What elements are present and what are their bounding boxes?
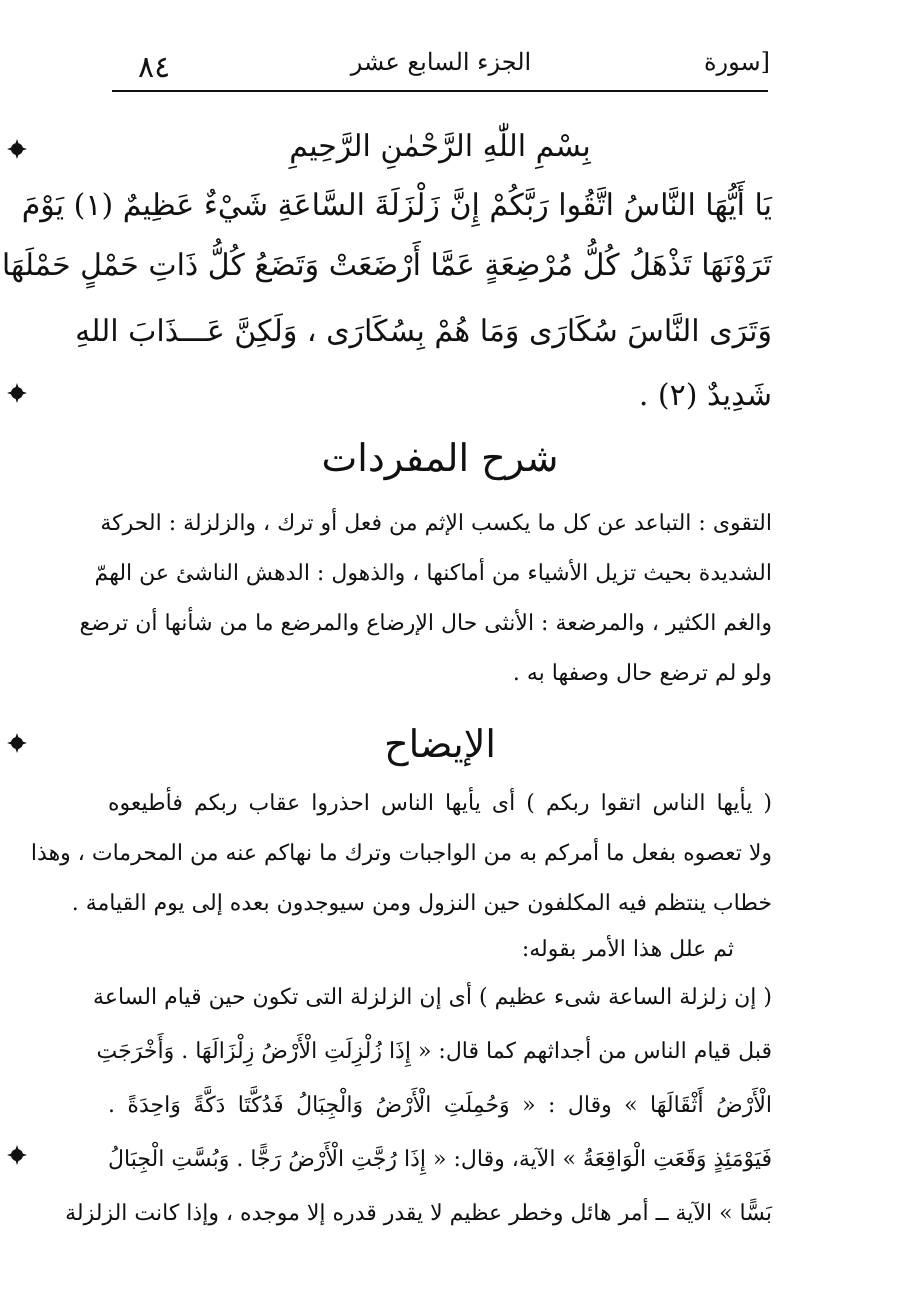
- paragraph-line: الشديدة بحيث تزيل الأشياء من أماكنها ، والذهول : الدهش الناشئ عن الهمّ: [94, 561, 772, 586]
- paragraph-line: ولو لم ترضع حال وصفها به .: [512, 661, 772, 686]
- basmala: بِسْمِ اللّٰهِ الرَّحْمٰنِ الرَّحِيمِ: [289, 129, 591, 164]
- part-title: الجزء السابع عشر: [350, 48, 532, 76]
- verse-line: وَتَرَى النَّاسَ سُكَارَى وَمَا هُمْ بِسُكَارَى ، وَلَكِنَّ عَـــذَابَ اللهِ: [75, 314, 772, 349]
- running-header: [112, 44, 770, 88]
- surah-label: [سورة: [703, 48, 770, 76]
- paragraph-line: الْأَرْضُ أَثْقَالَهَا » وقال : « وَحُمِلَتِ الْأَرْضُ وَالْجِبَالُ فَدُكَّتَا دَكَّةً وَاحِدَةً .: [108, 1093, 772, 1118]
- verse-line: تَرَوْنَهَا تَذْهَلُ كُلُّ مُرْضِعَةٍ عَمَّا أَرْضَعَتْ وَتَضَعُ كُلُّ ذَاتِ حَمْلٍ حَمْلَهَا: [1, 248, 772, 283]
- margin-ornament-icon: [6, 1144, 28, 1166]
- section-heading-vocabulary: شرح المفردات: [321, 436, 559, 480]
- paragraph-line: فَيَوْمَئِذٍ وَقَعَتِ الْوَاقِعَةُ » الآية، وقال: « إِذَا رُجَّتِ الْأَرْضُ رَجًّا . وَبُسَّتِ الْجِبَالُ: [108, 1147, 772, 1172]
- paragraph-line: بَسًّا » الآية ــ أمر هائل وخطر عظيم لا يقدر قدره إلا موجده ، وإذا كانت الزلزلة: [65, 1201, 772, 1226]
- page-number: ٨٤: [138, 50, 171, 85]
- verse-line: شَدِيدٌ (٢) .: [638, 378, 772, 413]
- margin-ornament-icon: [6, 138, 28, 160]
- margin-ornament-icon: [6, 382, 28, 404]
- paragraph-line: قبل قيام الناس من أجداثهم كما قال: « إِذَا زُلْزِلَتِ الْأَرْضُ زِلْزَالَهَا . وَأَخْرَجَتِ: [96, 1039, 772, 1064]
- margin-ornament-icon: [6, 732, 28, 754]
- paragraph-line: ( إن زلزلة الساعة شىء عظيم ) أى إن الزلزلة التى تكون حين قيام الساعة: [93, 985, 772, 1010]
- paragraph-line: التقوى : التباعد عن كل ما يكسب الإثم من فعل أو ترك ، والزلزلة : الحركة: [100, 511, 772, 536]
- paragraph-line: والغم الكثير ، والمرضعة : الأنثى حال الإرضاع والمرضع ما من شأنها أن ترضع: [79, 611, 772, 636]
- paragraph-line: خطاب ينتظم فيه المكلفون حين النزول ومن سيوجدون بعده إلى يوم القيامة .: [71, 891, 772, 916]
- header-rule: [112, 90, 768, 92]
- paragraph-line: ولا تعصوه بفعل ما أمركم به من الواجبات وترك ما نهاكم عنه من المحرمات ، وهذا: [30, 841, 772, 866]
- verse-line: يَا أَيُّهَا النَّاسُ اتَّقُوا رَبَّكُمْ إِنَّ زَلْزَلَةَ السَّاعَةِ شَيْءٌ عَظِيمٌ (١) يَوْمَ: [21, 188, 772, 223]
- paragraph-line: ثم علل هذا الأمر بقوله:: [521, 937, 734, 962]
- section-heading-explanation: الإيضاح: [384, 722, 496, 766]
- paragraph-line: ( يأيها الناس اتقوا ربكم ) أى يأيها الناس احذروا عقاب ربكم فأطيعوه: [108, 791, 772, 816]
